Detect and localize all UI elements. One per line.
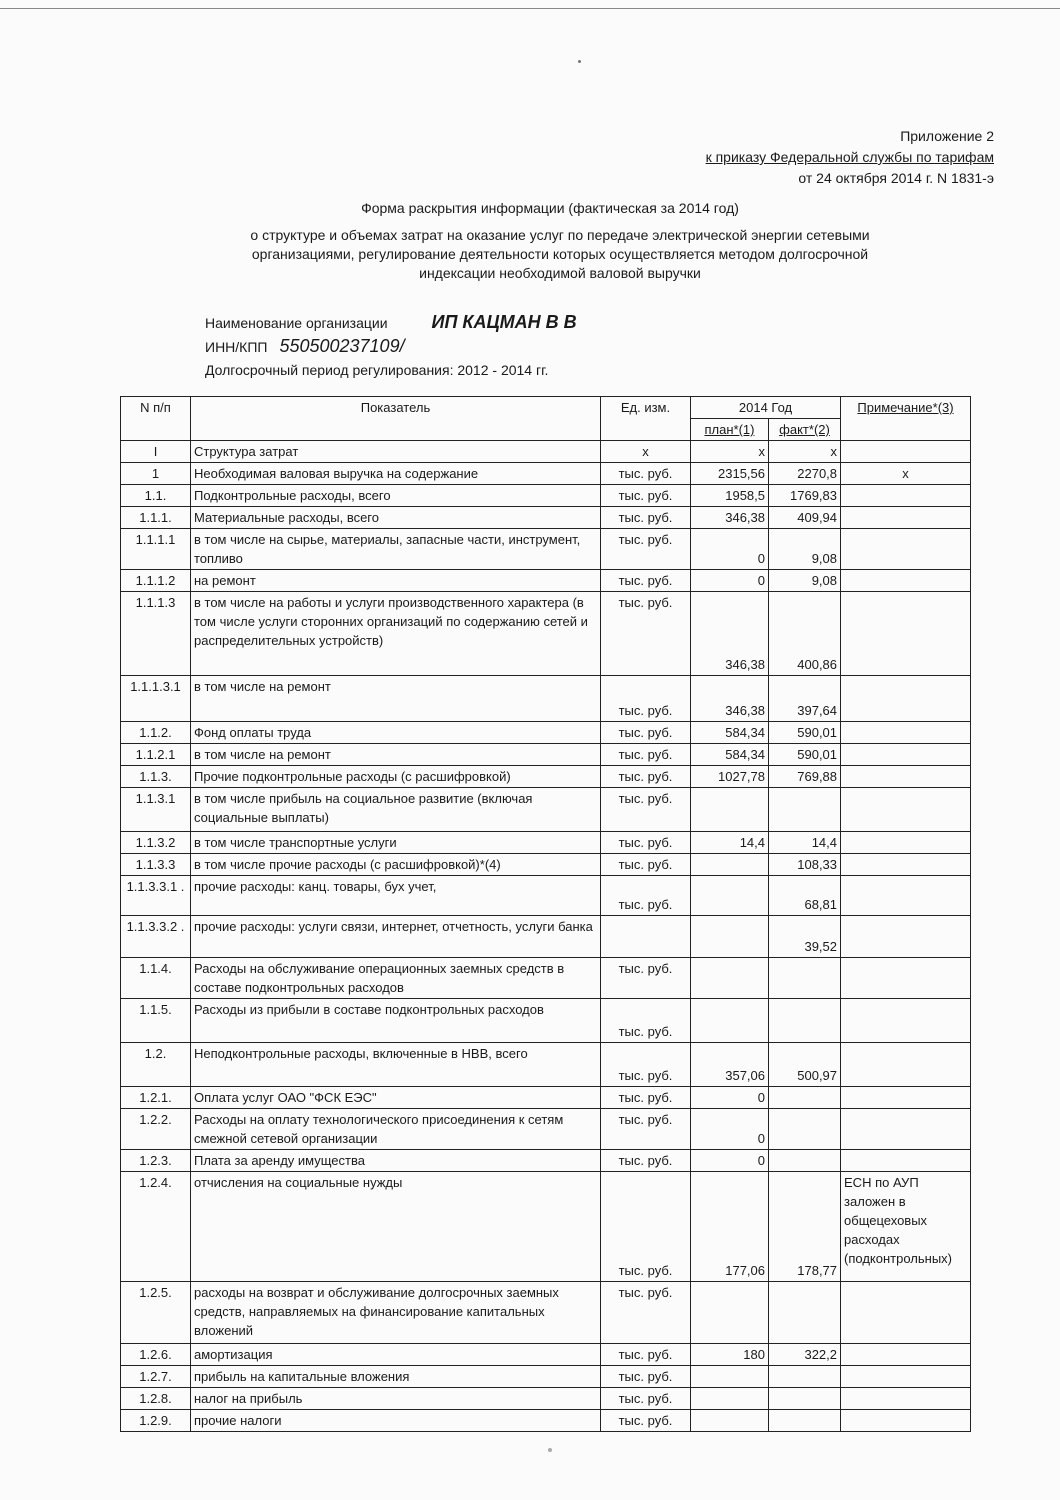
row-unit: тыс. руб. — [601, 1344, 691, 1366]
row-note — [841, 570, 971, 592]
row-note — [841, 766, 971, 788]
appendix-line-3: от 24 октября 2014 г. N 1831-э — [798, 170, 994, 186]
row-unit — [601, 916, 691, 958]
row-note — [841, 1043, 971, 1087]
row-note — [841, 1344, 971, 1366]
row-fact — [769, 1087, 841, 1109]
org-name-label: Наименование организации — [205, 315, 388, 331]
row-note — [841, 876, 971, 916]
row-fact — [769, 958, 841, 999]
table-row — [121, 1344, 971, 1366]
row-plan — [691, 1410, 769, 1432]
row-number: 1.1.3.3 — [121, 854, 191, 876]
table-row — [121, 1043, 971, 1087]
row-unit: тыс. руб. — [601, 1282, 691, 1344]
row-number: 1.2.5. — [121, 1282, 191, 1344]
row-fact — [769, 999, 841, 1043]
row-plan: 0 — [691, 1150, 769, 1172]
row-note — [841, 788, 971, 832]
row-plan: 0 — [691, 1087, 769, 1109]
row-plan — [691, 999, 769, 1043]
row-fact: 39,52 — [769, 916, 841, 958]
appendix-block — [574, 126, 994, 189]
row-indicator: налог на прибыль — [191, 1388, 601, 1410]
row-plan: 584,34 — [691, 744, 769, 766]
row-unit: тыс. руб. — [601, 1150, 691, 1172]
row-number: 1.2.4. — [121, 1172, 191, 1282]
inn-label: ИНН/КПП — [205, 339, 268, 355]
row-unit: тыс. руб. — [601, 1087, 691, 1109]
header-fact: факт*(2) — [769, 419, 841, 441]
row-note: х — [841, 463, 971, 485]
table-row — [121, 788, 971, 832]
row-plan — [691, 1366, 769, 1388]
inn-value: 550500237109/ — [279, 336, 405, 356]
row-plan: 2315,56 — [691, 463, 769, 485]
table-row — [121, 1150, 971, 1172]
row-plan: 0 — [691, 1109, 769, 1150]
row-number: 1.1.1.2 — [121, 570, 191, 592]
table-row — [121, 463, 971, 485]
row-unit: тыс. руб. — [601, 676, 691, 722]
row-indicator: Материальные расходы, всего — [191, 507, 601, 529]
row-unit: тыс. руб. — [601, 592, 691, 676]
row-note: ЕСН по АУП заложен в общецеховых расходах (подконтрольных) — [841, 1172, 971, 1282]
cost-structure-table — [120, 396, 971, 1432]
header-indicator: Показатель — [191, 397, 601, 441]
row-note — [841, 916, 971, 958]
row-indicator: амортизация — [191, 1344, 601, 1366]
row-fact: 178,77 — [769, 1172, 841, 1282]
row-fact — [769, 1282, 841, 1344]
row-indicator: в том числе на работы и услуги производственного характера (в том числе услуги сторонних организаций по содержанию сетей и распределительных устройств) — [191, 592, 601, 676]
row-fact: 1769,83 — [769, 485, 841, 507]
row-fact: 769,88 — [769, 766, 841, 788]
subtitle-line-2: организациями, регулирование деятельности которых осуществляется методом долгосрочной — [251, 246, 869, 262]
row-indicator: в том числе прибыль на социальное развитие (включая социальные выплаты) — [191, 788, 601, 832]
header-year: 2014 Год — [691, 397, 841, 419]
row-unit: тыс. руб. — [601, 1366, 691, 1388]
table-row — [121, 1388, 971, 1410]
row-unit: тыс. руб. — [601, 507, 691, 529]
row-indicator: Расходы из прибыли в составе подконтрольных расходов — [191, 999, 601, 1043]
row-note — [841, 485, 971, 507]
table-row — [121, 854, 971, 876]
table-row — [121, 766, 971, 788]
row-indicator: Подконтрольные расходы, всего — [191, 485, 601, 507]
row-fact: 500,97 — [769, 1043, 841, 1087]
row-fact: 590,01 — [769, 722, 841, 744]
row-plan: х — [691, 441, 769, 463]
row-indicator: прочие налоги — [191, 1410, 601, 1432]
row-plan: 357,06 — [691, 1043, 769, 1087]
row-note — [841, 999, 971, 1043]
row-indicator: Расходы на оплату технологического присоединения к сетям смежной сетевой организации — [191, 1109, 601, 1150]
row-unit: тыс. руб. — [601, 958, 691, 999]
row-indicator: расходы на возврат и обслуживание долгосрочных заемных средств, направляемых на финансирование капитальных вложений — [191, 1282, 601, 1344]
row-number: 1.2.6. — [121, 1344, 191, 1366]
row-note — [841, 507, 971, 529]
row-plan: 14,4 — [691, 832, 769, 854]
table-row — [121, 592, 971, 676]
table-body — [121, 441, 971, 1432]
row-note — [841, 1410, 971, 1432]
row-plan: 177,06 — [691, 1172, 769, 1282]
row-note — [841, 1109, 971, 1150]
row-indicator: отчисления на социальные нужды — [191, 1172, 601, 1282]
row-number: 1 — [121, 463, 191, 485]
row-fact: 2270,8 — [769, 463, 841, 485]
row-number: 1.2. — [121, 1043, 191, 1087]
row-plan: 1958,5 — [691, 485, 769, 507]
header-note: Примечание*(3) — [841, 397, 971, 441]
scan-speck — [578, 60, 581, 63]
scan-top-edge — [0, 8, 1060, 9]
row-indicator: в том числе прочие расходы (с расшифровкой)*(4) — [191, 854, 601, 876]
row-note — [841, 1366, 971, 1388]
row-fact: 9,08 — [769, 529, 841, 570]
row-fact — [769, 1410, 841, 1432]
row-fact: 9,08 — [769, 570, 841, 592]
row-fact: 322,2 — [769, 1344, 841, 1366]
row-number: 1.1. — [121, 485, 191, 507]
row-fact: 590,01 — [769, 744, 841, 766]
row-note — [841, 592, 971, 676]
subtitle-line-3: индексации необходимой валовой выручки — [419, 265, 701, 281]
row-plan — [691, 958, 769, 999]
row-indicator: Плата за аренду имущества — [191, 1150, 601, 1172]
row-indicator: Фонд оплаты труда — [191, 722, 601, 744]
row-number: 1.1.1.3 — [121, 592, 191, 676]
table-row — [121, 744, 971, 766]
row-number: 1.2.3. — [121, 1150, 191, 1172]
row-fact — [769, 788, 841, 832]
appendix-line-1: Приложение 2 — [900, 128, 994, 144]
row-fact — [769, 1109, 841, 1150]
row-note — [841, 441, 971, 463]
row-plan — [691, 854, 769, 876]
row-indicator: Расходы на обслуживание операционных заемных средств в составе подконтрольных расходов — [191, 958, 601, 999]
row-unit: тыс. руб. — [601, 1172, 691, 1282]
row-fact: 400,86 — [769, 592, 841, 676]
regulation-period: Долгосрочный период регулирования: 2012 - 2014 гг. — [205, 362, 549, 378]
row-indicator: в том числе на ремонт — [191, 676, 601, 722]
row-note — [841, 958, 971, 999]
row-indicator: Прочие подконтрольные расходы (с расшифровкой) — [191, 766, 601, 788]
header-unit: Ед. изм. — [601, 397, 691, 441]
row-plan: 1027,78 — [691, 766, 769, 788]
row-number: 1.1.1.3.1 — [121, 676, 191, 722]
row-fact — [769, 1150, 841, 1172]
scan-speck — [548, 1448, 552, 1452]
row-fact — [769, 1388, 841, 1410]
row-plan — [691, 1388, 769, 1410]
row-unit: х — [601, 441, 691, 463]
row-plan: 0 — [691, 529, 769, 570]
row-unit: тыс. руб. — [601, 744, 691, 766]
row-number: 1.1.2. — [121, 722, 191, 744]
row-fact: 14,4 — [769, 832, 841, 854]
row-number: 1.1.3.2 — [121, 832, 191, 854]
appendix-line-2: к приказу Федеральной службы по тарифам — [705, 149, 994, 165]
form-subtitle — [150, 226, 970, 283]
row-unit: тыс. руб. — [601, 1043, 691, 1087]
row-indicator: в том числе транспортные услуги — [191, 832, 601, 854]
row-unit: тыс. руб. — [601, 485, 691, 507]
row-note — [841, 1087, 971, 1109]
row-unit: тыс. руб. — [601, 722, 691, 744]
row-fact: 397,64 — [769, 676, 841, 722]
row-fact: 108,33 — [769, 854, 841, 876]
row-number: 1.2.1. — [121, 1087, 191, 1109]
table-row — [121, 876, 971, 916]
row-indicator: в том числе на сырье, материалы, запасные части, инструмент, топливо — [191, 529, 601, 570]
row-number: 1.2.9. — [121, 1410, 191, 1432]
row-indicator: прочие расходы: услуги связи, интернет, отчетность, услуги банка — [191, 916, 601, 958]
row-number: 1.1.3. — [121, 766, 191, 788]
row-unit: тыс. руб. — [601, 788, 691, 832]
table-row — [121, 999, 971, 1043]
row-unit: тыс. руб. — [601, 832, 691, 854]
table-row — [121, 1366, 971, 1388]
form-title: Форма раскрытия информации (фактическая за 2014 год) — [361, 200, 739, 216]
row-fact — [769, 1366, 841, 1388]
row-plan — [691, 876, 769, 916]
row-note — [841, 1388, 971, 1410]
row-plan: 584,34 — [691, 722, 769, 744]
row-note — [841, 1282, 971, 1344]
row-fact: х — [769, 441, 841, 463]
row-number: 1.1.1. — [121, 507, 191, 529]
row-indicator: прочие расходы: канц. товары, бух учет, — [191, 876, 601, 916]
organization-info — [205, 312, 577, 384]
row-unit: тыс. руб. — [601, 1410, 691, 1432]
row-plan: 346,38 — [691, 676, 769, 722]
row-unit: тыс. руб. — [601, 999, 691, 1043]
row-note — [841, 832, 971, 854]
row-indicator: Структура затрат — [191, 441, 601, 463]
table-row — [121, 529, 971, 570]
row-number: 1.2.7. — [121, 1366, 191, 1388]
subtitle-line-1: о структуре и объемах затрат на оказание услуг по передаче электрической энергии сетевыми — [250, 227, 870, 243]
row-unit: тыс. руб. — [601, 854, 691, 876]
row-indicator: Оплата услуг ОАО "ФСК ЕЭС" — [191, 1087, 601, 1109]
row-number: 1.2.8. — [121, 1388, 191, 1410]
row-indicator: в том числе на ремонт — [191, 744, 601, 766]
table-row — [121, 507, 971, 529]
row-indicator: Необходимая валовая выручка на содержание — [191, 463, 601, 485]
table-row — [121, 1109, 971, 1150]
row-unit: тыс. руб. — [601, 463, 691, 485]
row-plan: 180 — [691, 1344, 769, 1366]
table-row — [121, 1410, 971, 1432]
row-note — [841, 529, 971, 570]
row-note — [841, 1150, 971, 1172]
row-number: 1.1.3.3.2 . — [121, 916, 191, 958]
row-note — [841, 676, 971, 722]
table-row — [121, 832, 971, 854]
table-row — [121, 441, 971, 463]
table-row — [121, 722, 971, 744]
row-indicator: прибыль на капитальные вложения — [191, 1366, 601, 1388]
row-number: I — [121, 441, 191, 463]
row-note — [841, 744, 971, 766]
table-row — [121, 676, 971, 722]
row-fact: 68,81 — [769, 876, 841, 916]
row-plan: 346,38 — [691, 592, 769, 676]
row-note — [841, 854, 971, 876]
table-row — [121, 1282, 971, 1344]
row-plan — [691, 1282, 769, 1344]
row-number: 1.1.4. — [121, 958, 191, 999]
org-name-value: ИП КАЦМАН В В — [431, 312, 577, 332]
row-number: 1.1.1.1 — [121, 529, 191, 570]
row-indicator: на ремонт — [191, 570, 601, 592]
row-number: 1.1.3.3.1 . — [121, 876, 191, 916]
row-note — [841, 722, 971, 744]
table-row — [121, 485, 971, 507]
row-unit: тыс. руб. — [601, 529, 691, 570]
row-number: 1.2.2. — [121, 1109, 191, 1150]
row-plan: 346,38 — [691, 507, 769, 529]
row-number: 1.1.2.1 — [121, 744, 191, 766]
table-row — [121, 958, 971, 999]
row-unit: тыс. руб. — [601, 766, 691, 788]
row-indicator: Неподконтрольные расходы, включенные в НВВ, всего — [191, 1043, 601, 1087]
header-num: N п/п — [121, 397, 191, 441]
table-row — [121, 570, 971, 592]
table-row — [121, 916, 971, 958]
table-row — [121, 1087, 971, 1109]
row-unit: тыс. руб. — [601, 1109, 691, 1150]
row-unit: тыс. руб. — [601, 876, 691, 916]
row-unit: тыс. руб. — [601, 570, 691, 592]
row-number: 1.1.3.1 — [121, 788, 191, 832]
row-fact: 409,94 — [769, 507, 841, 529]
row-unit: тыс. руб. — [601, 1388, 691, 1410]
row-plan — [691, 916, 769, 958]
row-plan: 0 — [691, 570, 769, 592]
row-plan — [691, 788, 769, 832]
row-number: 1.1.5. — [121, 999, 191, 1043]
header-plan: план*(1) — [691, 419, 769, 441]
table-row — [121, 1172, 971, 1282]
